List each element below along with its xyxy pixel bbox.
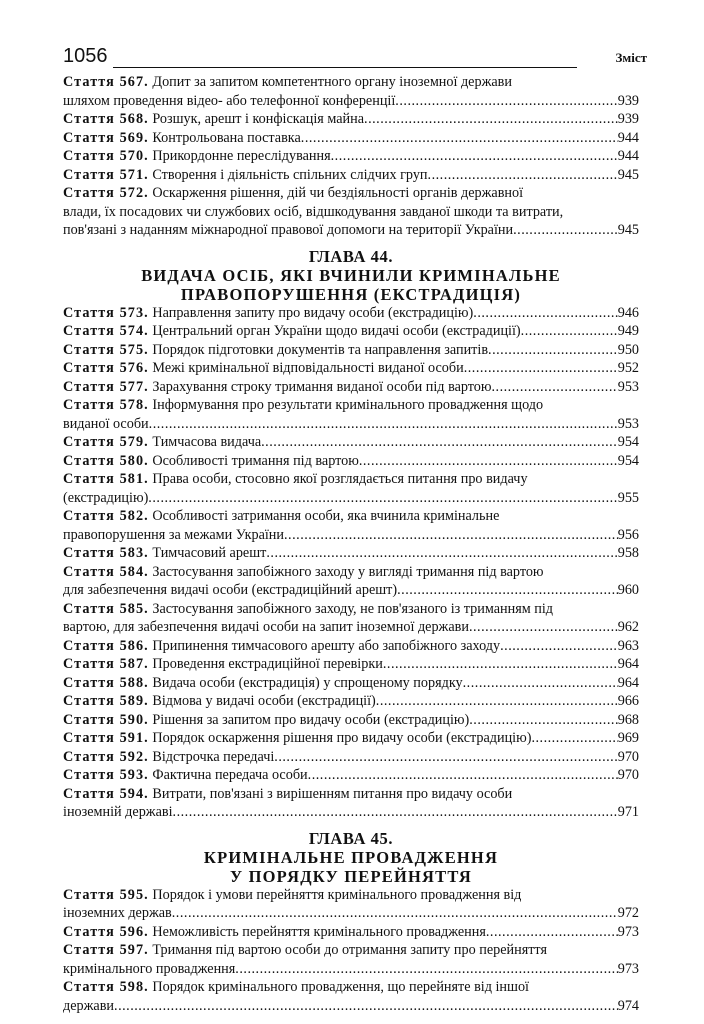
- toc-entry[interactable]: [63, 674, 639, 693]
- toc-entry-line: [63, 618, 639, 637]
- article-number: Стаття 589.: [63, 693, 149, 709]
- toc-entry-line: [63, 415, 639, 434]
- toc-entry-text: [63, 397, 543, 413]
- article-title: шляхом проведення відео- або телефонної конференції: [63, 92, 396, 109]
- toc-entry[interactable]: [63, 655, 639, 674]
- toc-entry-text: [63, 341, 488, 360]
- toc-entry-line: [63, 396, 639, 415]
- toc-entry-text: [63, 711, 469, 730]
- toc-entry-text: [63, 452, 359, 471]
- page-ref: 969: [617, 730, 639, 746]
- toc-entry-text: [63, 887, 521, 903]
- article-number: Стаття 571.: [63, 166, 149, 183]
- article-title: Зарахування строку тримання виданої особи під вартою: [152, 378, 492, 395]
- toc-entry-line: [63, 378, 639, 397]
- article-title: іноземній державі: [63, 804, 173, 820]
- article-number: Стаття 596.: [63, 923, 149, 940]
- page-ref: 952: [617, 360, 639, 376]
- article-number: Стаття 577.: [63, 378, 149, 395]
- dot-leader: [261, 433, 618, 452]
- toc-entry-text: [63, 581, 397, 600]
- chapter-title-line: ВИДАЧА ОСІБ, ЯКІ ВЧИНИЛИ КРИМІНАЛЬНЕ: [141, 265, 561, 285]
- page-ref: 944: [617, 129, 639, 146]
- toc-entry-text: [63, 185, 523, 201]
- article-title: Рішення за запитом про видачу особи (екстрадицію): [152, 711, 470, 728]
- page-ref: 958: [617, 545, 639, 561]
- article-title: Застосування запобіжного заходу у вигляді тримання під вартою: [152, 563, 544, 580]
- toc-entry-text: [63, 674, 463, 693]
- article-title: Особливості затримання особи, яка вчинила кримінальне: [152, 508, 500, 524]
- article-number: Стаття 583.: [63, 545, 149, 561]
- article-title: пов'язані з наданням міжнародної правової допомоги на території України: [63, 222, 514, 238]
- dot-leader: [364, 110, 618, 129]
- page-ref: 973: [617, 923, 639, 940]
- page-ref: 972: [617, 905, 639, 921]
- article-title: Відстрочка передачі: [152, 748, 275, 765]
- article-title: кримінального провадження: [63, 960, 236, 977]
- article-title: Інформування про результати кримінального провадження щодо: [152, 397, 544, 413]
- article-title: Особливості тримання під вартою: [152, 452, 359, 469]
- toc-entry[interactable]: [63, 396, 639, 433]
- dot-leader: [486, 923, 618, 942]
- toc-entry-text: [63, 415, 149, 434]
- dot-leader: [491, 378, 617, 397]
- page-ref: 960: [617, 582, 639, 598]
- page-ref: 954: [617, 452, 639, 469]
- toc-entry[interactable]: [63, 73, 639, 110]
- article-number: Стаття 580.: [63, 452, 149, 469]
- toc-entry-line: [63, 923, 639, 942]
- toc-entry-text: [63, 147, 331, 166]
- article-number: Стаття 593.: [63, 767, 149, 783]
- article-title: Фактична передача особи: [152, 767, 308, 783]
- toc-entry[interactable]: [63, 322, 639, 341]
- toc-entry-line: [63, 960, 639, 979]
- article-title: Тримання під вартою особи до отримання запиту про перейняття: [152, 942, 547, 958]
- toc-entry-text: [63, 748, 274, 767]
- article-title: Порядок оскарження рішення про видачу особи (екстрадицію): [152, 730, 532, 746]
- toc-entry-text: [63, 601, 553, 617]
- article-number: Стаття 581.: [63, 471, 149, 487]
- toc-entry[interactable]: [63, 563, 639, 600]
- dot-leader: [274, 748, 617, 767]
- page-ref: 955: [617, 489, 639, 506]
- dot-leader: [464, 359, 618, 378]
- toc-entry-line: [63, 886, 639, 905]
- toc-entry-text: [63, 359, 464, 378]
- toc-entry-text: [63, 489, 148, 508]
- toc-entry-text: [63, 637, 500, 656]
- article-number: Стаття 585.: [63, 600, 149, 617]
- toc-entry-line: [63, 221, 639, 240]
- article-title: Центральний орган України щодо видачі особи (екстрадиції): [152, 323, 521, 339]
- toc-entry[interactable]: [63, 147, 639, 166]
- toc-section: [63, 73, 639, 240]
- page-ref: 950: [617, 341, 639, 358]
- toc-section: [63, 829, 639, 1016]
- article-title: Контрольована поставка: [152, 129, 301, 146]
- article-number: Стаття 586.: [63, 637, 149, 654]
- dot-leader: [376, 692, 618, 711]
- toc-entry-text: [63, 129, 301, 148]
- article-title: Порядок кримінального провадження, що перейняте від іншої: [152, 979, 529, 995]
- toc-entry-text: [63, 729, 531, 748]
- page-ref: 953: [617, 378, 639, 395]
- toc-entry[interactable]: [63, 978, 639, 1015]
- page-ref: 964: [617, 674, 639, 691]
- toc-entry[interactable]: [63, 886, 639, 923]
- page-ref: 970: [617, 767, 639, 783]
- article-number: Стаття 587.: [63, 656, 149, 672]
- article-number: Стаття 579.: [63, 434, 149, 450]
- article-title: Порядок і умови перейняття кримінального провадження від: [152, 886, 522, 903]
- toc-section: [63, 247, 639, 822]
- article-title: Проведення екстрадиційної перевірки: [152, 656, 383, 672]
- article-title: Межі кримінальної відповідальності виданої особи: [152, 360, 464, 376]
- article-number: Стаття 570.: [63, 148, 149, 164]
- article-title: влади, їх посадових чи службових осіб, відшкодування завданої шкоди та витрати,: [63, 203, 564, 220]
- article-number: Стаття 576.: [63, 360, 149, 376]
- chapter-title-line: ПРАВОПОРУШЕННЯ (ЕКСТРАДИЦІЯ): [180, 284, 522, 304]
- chapter-title-line: КРИМІНАЛЬНЕ ПРОВАДЖЕННЯ: [203, 847, 499, 867]
- toc-entry-line: [63, 674, 639, 693]
- toc-entry[interactable]: [63, 729, 639, 748]
- toc-entry-text: [63, 942, 547, 958]
- toc-entry-line: [63, 637, 639, 656]
- article-number: Стаття 569.: [63, 129, 149, 146]
- toc-entry-line: [63, 166, 639, 185]
- article-number: Стаття 595.: [63, 886, 149, 903]
- page-ref: 939: [617, 111, 639, 127]
- dot-leader: [114, 997, 618, 1016]
- toc-entry-text: [63, 221, 513, 240]
- chapter-number: ГЛАВА 45.: [308, 828, 394, 848]
- toc-entry[interactable]: [63, 507, 639, 544]
- toc-entry[interactable]: [63, 433, 639, 452]
- page-ref: 939: [617, 92, 639, 109]
- dot-leader: [383, 655, 618, 674]
- page-ref: 945: [617, 166, 639, 183]
- page-ref: 944: [617, 148, 639, 164]
- page-ref: 971: [617, 804, 639, 820]
- toc-entry-line: [63, 470, 639, 489]
- toc-entry-line: [63, 433, 639, 452]
- header-rule: [113, 67, 577, 68]
- toc-entry-line: [63, 941, 639, 960]
- toc-entry[interactable]: [63, 166, 639, 185]
- article-title: Розшук, арешт і конфіскація майна: [152, 111, 365, 127]
- toc-entry-line: [63, 304, 639, 323]
- dot-leader: [235, 960, 617, 979]
- toc-entry-text: [63, 564, 544, 580]
- article-number: Стаття 594.: [63, 785, 149, 802]
- page-ref: 970: [617, 748, 639, 765]
- article-number: Стаття 597.: [63, 942, 149, 958]
- toc-entry-text: [63, 803, 173, 822]
- article-number: Стаття 592.: [63, 748, 149, 765]
- dot-leader: [284, 526, 618, 545]
- article-number: Стаття 590.: [63, 711, 149, 728]
- toc-entry-line: [63, 452, 639, 471]
- dot-leader: [428, 166, 618, 185]
- table-of-contents: [63, 73, 639, 1015]
- article-number: Стаття 582.: [63, 508, 149, 524]
- article-title: Допит за запитом компетентного органу іноземної держави: [152, 74, 512, 90]
- article-title: Оскарження рішення, дій чи бездіяльності органів державної: [152, 185, 524, 201]
- toc-entry-text: [63, 74, 512, 90]
- article-title: вартою, для забезпечення видачі особи на запит іноземної держави: [63, 619, 469, 635]
- article-title: Тимчасовий арешт: [152, 545, 267, 561]
- page-ref: 963: [617, 637, 639, 654]
- toc-entry[interactable]: [63, 184, 639, 240]
- toc-entry-text: [63, 110, 364, 129]
- toc-entry-line: [63, 904, 639, 923]
- toc-entry[interactable]: [63, 923, 639, 942]
- dot-leader: [266, 544, 617, 563]
- dot-leader: [469, 711, 617, 730]
- toc-entry[interactable]: [63, 544, 639, 563]
- article-title: (екстрадицію): [63, 489, 149, 506]
- toc-entry-line: [63, 359, 639, 378]
- toc-entry[interactable]: [63, 766, 639, 785]
- toc-entry-line: [63, 803, 639, 822]
- dot-leader: [513, 221, 618, 240]
- toc-entry-line: [63, 110, 639, 129]
- toc-entry[interactable]: [63, 748, 639, 767]
- toc-entry-line: [63, 184, 639, 203]
- toc-entry-line: [63, 785, 639, 804]
- toc-entry[interactable]: [63, 341, 639, 360]
- toc-entry[interactable]: [63, 110, 639, 129]
- toc-entry-text: [63, 766, 308, 785]
- toc-entry-text: [63, 960, 235, 979]
- page-header: [63, 44, 647, 68]
- dot-leader: [397, 581, 618, 600]
- page-ref: 973: [617, 960, 639, 977]
- running-title: Зміст: [615, 50, 647, 65]
- article-title: правопорушення за межами України: [63, 526, 284, 543]
- toc-entry-text: [63, 304, 473, 323]
- toc-entry[interactable]: [63, 470, 639, 507]
- toc-entry[interactable]: [63, 941, 639, 978]
- toc-entry-text: [63, 322, 521, 341]
- toc-entry-text: [63, 508, 499, 524]
- toc-entry-line: [63, 92, 639, 111]
- article-number: Стаття 573.: [63, 304, 149, 321]
- page-ref: 954: [617, 434, 639, 450]
- page-ref: 953: [617, 415, 639, 432]
- toc-entry-line: [63, 711, 639, 730]
- article-title: Застосування запобіжного заходу, не пов'язаного із триманням під: [152, 600, 554, 617]
- toc-entry-text: [63, 433, 261, 452]
- article-number: Стаття 568.: [63, 111, 149, 127]
- dot-leader: [395, 92, 617, 111]
- toc-entry-line: [63, 147, 639, 166]
- toc-entry[interactable]: [63, 637, 639, 656]
- toc-entry[interactable]: [63, 785, 639, 822]
- dot-leader: [301, 129, 618, 148]
- page-ref: 956: [617, 526, 639, 543]
- toc-entry-text: [63, 904, 172, 923]
- toc-entry-line: [63, 489, 639, 508]
- toc-entry-line: [63, 322, 639, 341]
- chapter-number: ГЛАВА 44.: [308, 246, 394, 266]
- article-number: Стаття 584.: [63, 563, 149, 580]
- toc-entry[interactable]: [63, 692, 639, 711]
- toc-entry-text: [63, 923, 486, 942]
- toc-entry[interactable]: [63, 600, 639, 637]
- toc-entry-line: [63, 655, 639, 674]
- toc-entry-text: [63, 786, 512, 802]
- article-title: Припинення тимчасового арешту або запобіжного заходу: [152, 637, 501, 654]
- toc-entry-line: [63, 526, 639, 545]
- toc-entry-text: [63, 692, 376, 711]
- article-title: виданої особи: [63, 415, 149, 432]
- article-number: Стаття 574.: [63, 323, 149, 339]
- toc-entry-line: [63, 581, 639, 600]
- article-number: Стаття 572.: [63, 185, 149, 201]
- article-title: Порядок підготовки документів та направлення запитів: [152, 341, 489, 358]
- article-number: Стаття 591.: [63, 730, 149, 746]
- toc-entry[interactable]: [63, 711, 639, 730]
- article-number: Стаття 598.: [63, 979, 149, 995]
- page-ref: 966: [617, 693, 639, 709]
- dot-leader: [469, 618, 618, 637]
- toc-entry-text: [63, 618, 469, 637]
- article-title: Прикордонне переслідування: [152, 148, 331, 164]
- article-title: держави: [63, 997, 115, 1014]
- article-title: Направлення запиту про видачу особи (екстрадицію): [152, 304, 474, 321]
- article-number: Стаття 575.: [63, 341, 149, 358]
- dot-leader: [308, 766, 618, 785]
- page-ref: 949: [617, 323, 639, 339]
- toc-entry[interactable]: [63, 304, 639, 323]
- article-title: Права особи, стосовно якої розглядається питання про видачу: [152, 471, 528, 487]
- page-ref: 945: [617, 222, 639, 238]
- toc-entry-text: [63, 655, 383, 674]
- toc-entry-line: [63, 729, 639, 748]
- article-title: Видача особи (екстрадиція) у спрощеному порядку: [152, 674, 463, 691]
- page-ref: 974: [617, 997, 639, 1014]
- toc-entry-line: [63, 129, 639, 148]
- article-number: Стаття 578.: [63, 397, 149, 413]
- toc-entry-text: [63, 378, 491, 397]
- chapter-title-line: У ПОРЯДКУ ПЕРЕЙНЯТТЯ: [229, 866, 473, 886]
- toc-entry-text: [63, 92, 395, 111]
- dot-leader: [331, 147, 618, 166]
- dot-leader: [173, 803, 618, 822]
- page-ref: 968: [617, 711, 639, 728]
- toc-entry-line: [63, 997, 639, 1016]
- article-title: для забезпечення видачі особи (екстрадиційний арешт): [63, 582, 398, 598]
- dot-leader: [149, 415, 618, 434]
- toc-entry-line: [63, 341, 639, 360]
- page-ref: 946: [617, 304, 639, 321]
- dot-leader: [521, 322, 618, 341]
- toc-entry-line: [63, 978, 639, 997]
- toc-entry-text: [63, 979, 529, 995]
- dot-leader: [359, 452, 618, 471]
- page-ref: 962: [617, 619, 639, 635]
- article-number: Стаття 588.: [63, 674, 149, 691]
- toc-entry-text: [63, 997, 114, 1016]
- article-title: іноземних держав: [63, 905, 172, 921]
- toc-entry-line: [63, 748, 639, 767]
- dot-leader: [531, 729, 617, 748]
- toc-entry-text: [63, 471, 528, 487]
- toc-entry-text: [63, 204, 563, 220]
- toc-entry[interactable]: [63, 452, 639, 471]
- dot-leader: [172, 904, 618, 923]
- toc-entry[interactable]: [63, 378, 639, 397]
- article-title: Неможливість перейняття кримінального провадження: [152, 923, 486, 940]
- toc-entry-line: [63, 544, 639, 563]
- toc-entry-text: [63, 544, 266, 563]
- toc-entry[interactable]: [63, 359, 639, 378]
- article-number: Стаття 567.: [63, 74, 149, 90]
- dot-leader: [463, 674, 618, 693]
- page-number: 1056: [63, 45, 108, 67]
- dot-leader: [148, 489, 617, 508]
- toc-entry-line: [63, 692, 639, 711]
- article-title: Відмова у видачі особи (екстрадиції): [152, 693, 376, 709]
- toc-entry-line: [63, 600, 639, 619]
- dot-leader: [473, 304, 617, 323]
- toc-entry-line: [63, 563, 639, 582]
- page-ref: 964: [617, 656, 639, 672]
- toc-entry-line: [63, 203, 639, 222]
- article-title: Тимчасова видача: [152, 434, 262, 450]
- article-title: Створення і діяльність спільних слідчих груп: [152, 166, 428, 183]
- toc-entry-line: [63, 73, 639, 92]
- toc-entry-text: [63, 526, 284, 545]
- toc-entry-text: [63, 166, 428, 185]
- article-title: Витрати, пов'язані з вирішенням питання про видачу особи: [152, 785, 513, 802]
- toc-entry[interactable]: [63, 129, 639, 148]
- toc-entry-line: [63, 507, 639, 526]
- toc-entry-line: [63, 766, 639, 785]
- dot-leader: [500, 637, 618, 656]
- dot-leader: [488, 341, 618, 360]
